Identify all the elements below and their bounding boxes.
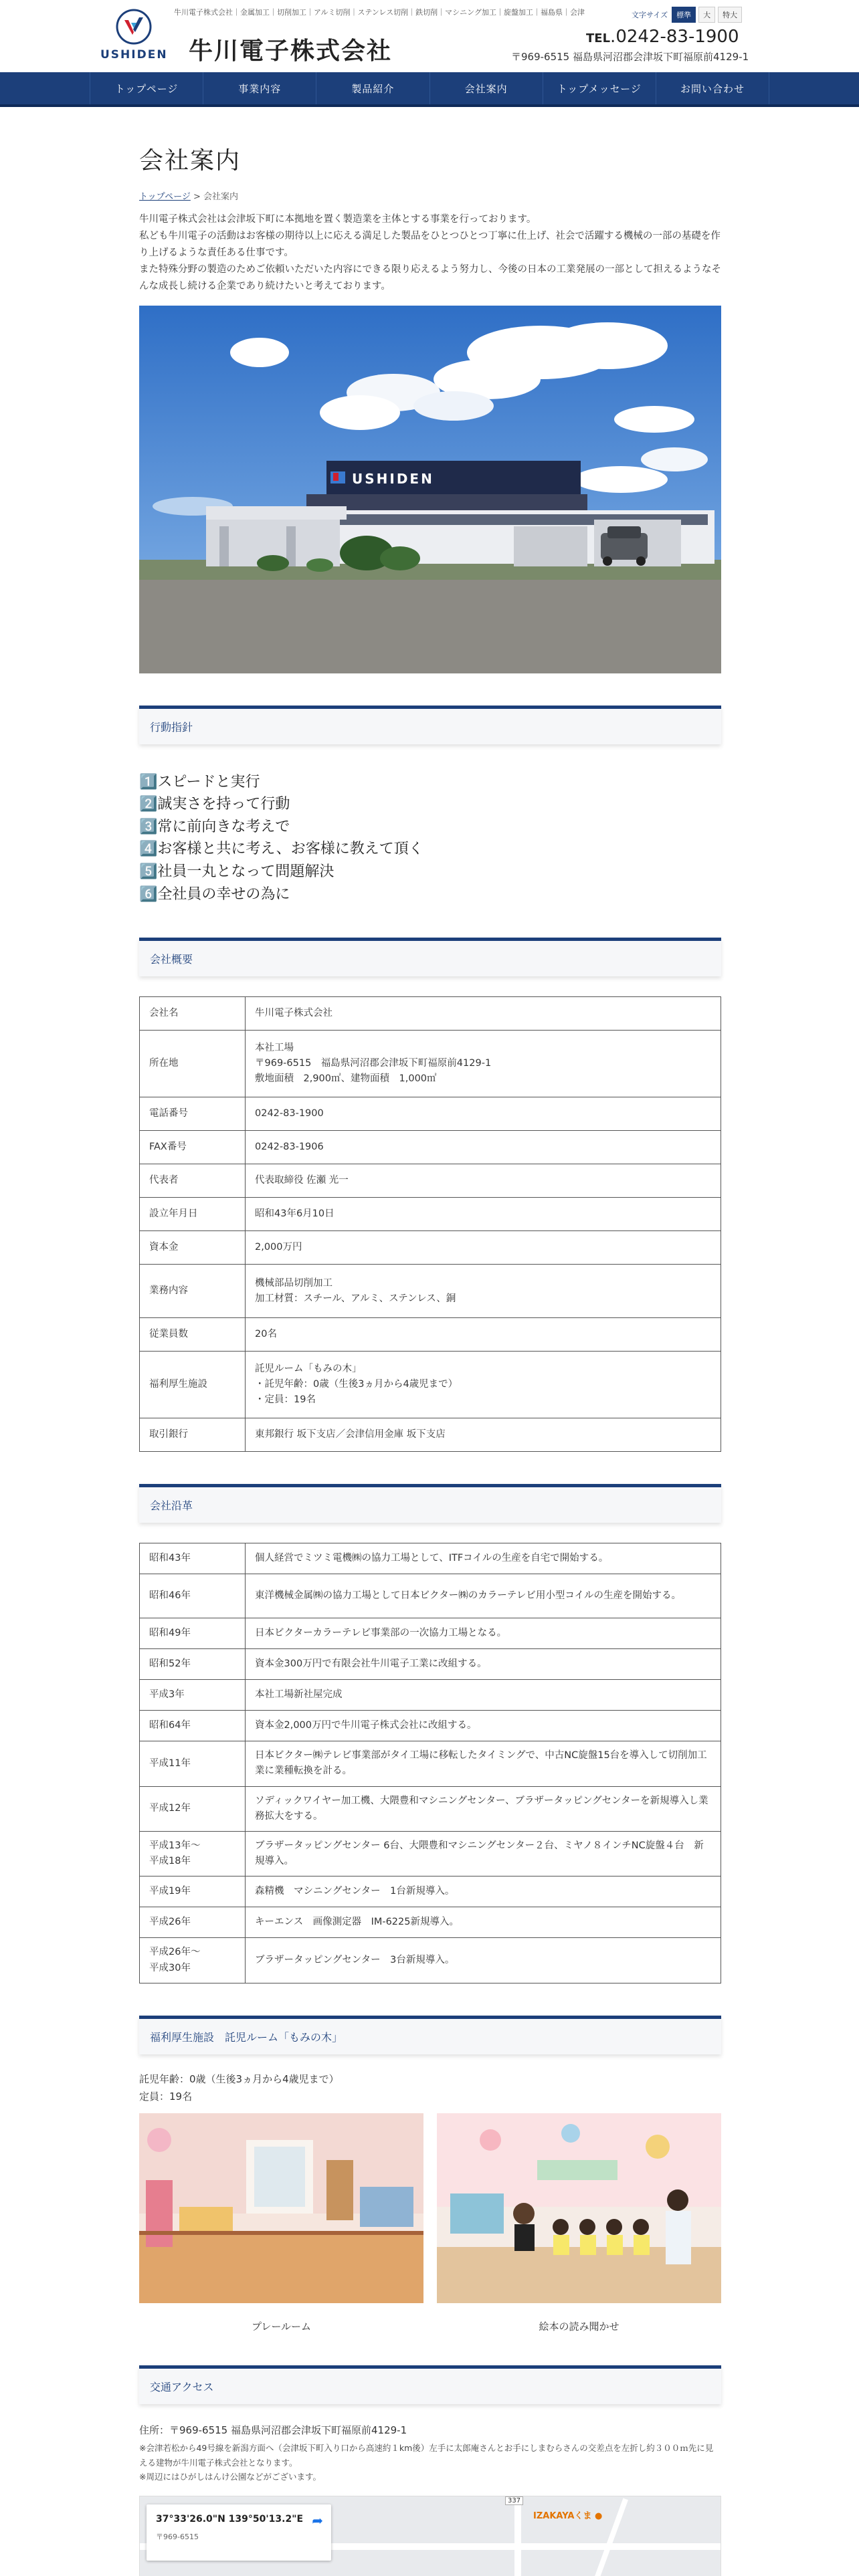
section-heading-overview: 会社概要 [139,938,721,976]
table-row [140,1680,721,1711]
storytime-illustration [437,2113,721,2303]
table-value: 資本金2,000万円で牛川電子株式会社に改組する。 [246,1711,721,1741]
table-key: 平成19年 [140,1876,246,1907]
action-item: 4️⃣お客様と共に考え、お客様に教えて頂く [139,841,423,858]
storytime-photo [437,2113,721,2303]
table-value: 個人経営でミツミ電機㈱の協力工場として、ITFコイルの生産を自宅で開始する。 [246,1543,721,1574]
font-size-normal-button[interactable]: 標準 [672,7,696,23]
breadcrumb-current: 会社案内 [203,192,239,202]
main-content [139,107,721,2576]
table-key: 業務内容 [140,1265,246,1318]
company-overview-table [139,996,721,1452]
directions-icon[interactable]: ➦ [312,2512,323,2529]
building-illustration [139,306,721,673]
table-value: 昭和43年6月10日 [246,1198,721,1231]
table-value: 2,000万円 [246,1231,721,1265]
global-nav [0,72,859,107]
table-value: 日本ビクターカラーテレビ事業部の一次協力工場となる。 [246,1618,721,1649]
welfare-capacity: 定員：19名 [139,2090,193,2103]
photo-caption: 絵本の読み聞かせ [539,2321,619,2333]
table-key: 昭和52年 [140,1649,246,1680]
table-key: 代表者 [140,1164,246,1198]
tel-number: 0242-83-1900 [615,27,739,47]
table-key: 電話番号 [140,1097,246,1131]
table-value: 牛川電子株式会社 [246,997,721,1031]
table-row [140,1711,721,1741]
table-key: 従業員数 [140,1318,246,1352]
intro-line: 私ども牛川電子の活動はお客様の期待以上に応える満足した製品をひとつひとつ丁寧に仕上げ、社会で活躍する機械の一部の基礎を作り上げるような責任ある仕事です。 [139,230,721,258]
font-size-large-button[interactable]: 大 [698,7,715,23]
table-key: 昭和46年 [140,1574,246,1618]
company-intro [139,211,721,295]
table-row [140,1265,721,1318]
table-key: 資本金 [140,1231,246,1265]
table-key: 会社名 [140,997,246,1031]
company-history-table [139,1543,721,1983]
table-value: 本社工場新社屋完成 [246,1680,721,1711]
table-key: FAX番号 [140,1131,246,1164]
table-value: キーエンス 画像測定器 IM-6225新規導入。 [246,1907,721,1938]
map-poi-label [533,2508,602,2521]
tel-dot: . [610,27,616,47]
section-heading-welfare: 福利厚生施設 託児ルーム「もみの木」 [139,2016,721,2054]
table-key: 昭和43年 [140,1543,246,1574]
building-sign: USHIDEN [352,470,434,487]
company-name[interactable]: 牛川電子株式会社 [189,37,393,65]
action-item: 1️⃣スピードと実行 [139,773,260,790]
table-key: 平成26年～ 平成30年 [140,1938,246,1983]
photo-card [139,2113,423,2333]
table-value: 代表取締役 佐瀬 光一 [246,1164,721,1198]
table-key: 福利厚生施設 [140,1352,246,1418]
header-tel[interactable] [586,27,739,47]
logo-wordmark: USHIDEN [100,48,168,62]
table-row [140,1131,721,1164]
site-header [0,0,859,72]
playroom-illustration [139,2113,423,2303]
map-road [514,2496,521,2576]
table-row [140,1198,721,1231]
table-value: 東邦銀行 坂下支店／会津信用金庫 坂下支店 [246,1418,721,1452]
action-item: 6️⃣全社員の幸せの為に [139,885,290,903]
tel-prefix: TEL [586,31,611,45]
section-heading-access: 交通アクセス [139,2365,721,2404]
map-postal: 〒969-6515 [156,2533,199,2541]
welfare-photos [139,2113,721,2333]
photo-card [437,2113,721,2333]
table-value: 資本金300万円で有限会社牛川電子工業に改組する。 [246,1649,721,1680]
table-row [140,1543,721,1574]
table-key: 昭和64年 [140,1711,246,1741]
access-address: 住所：〒969-6515 福島県河沼郡会津坂下町福原前4129-1 [139,2424,407,2437]
action-guidelines [139,771,721,906]
action-item: 3️⃣常に前向きな考えで [139,818,290,835]
table-value: ブラザータッピングセンター 6台、大隈豊和マシニングセンター２台、ミヤノ８インチNC旋盤４台 新規導入。 [246,1832,721,1876]
table-row [140,1031,721,1097]
access-note-line: ※会津若松から49号線を新潟方面へ（会津坂下町入り口から高速約１km後）左手に太郎庵さんとお手にしまむらさんの交差点を左折し約３００ｍ先に見える建物が牛川電子株式会社となります。 [139,2443,714,2468]
table-row [140,1832,721,1876]
access-note [139,2441,721,2484]
intro-line: また特殊分野の製造のためご依頼いただいた内容にできる限り応えるよう努力し、今後の日本の工業発展の一部として担えるようなそんな成長し続ける企業であり続けたいと考えております。 [139,263,721,292]
playroom-photo [139,2113,423,2303]
font-size-xlarge-button[interactable]: 特大 [718,7,742,23]
font-size-switcher [632,7,742,23]
nav-item-top[interactable]: トップページ [90,72,203,104]
table-row [140,1938,721,1983]
table-key: 平成12年 [140,1786,246,1831]
nav-item-business[interactable]: 事業内容 [203,72,316,104]
header-address: 〒969-6515 福島県河沼郡会津坂下町福原前4129-1 [511,51,749,63]
map-poi-icon: ● [594,2511,603,2521]
table-row [140,1318,721,1352]
section-heading-history: 会社沿革 [139,1484,721,1523]
nav-item-company[interactable]: 会社案内 [430,72,543,104]
action-item: 5️⃣社員一丸となって問題解決 [139,863,335,881]
table-row [140,1231,721,1265]
table-value: 20名 [246,1318,721,1352]
font-size-label: 文字サイズ [632,11,668,19]
table-row [140,1876,721,1907]
table-value: ソディックワイヤー加工機、大隈豊和マシニングセンター、ブラザータッピングセンターを新規導入し業務拡大をする。 [246,1786,721,1831]
table-key: 昭和49年 [140,1618,246,1649]
table-key: 平成13年～ 平成18年 [140,1832,246,1876]
access-note-line: ※周辺にはひがしはんけ公園などがございます。 [139,2471,321,2482]
welfare-info [139,2070,721,2106]
table-row [140,1574,721,1618]
table-value: 0242-83-1906 [246,1131,721,1164]
map-route-shield: 337 [505,2496,523,2505]
table-row [140,1352,721,1418]
table-row [140,1164,721,1198]
google-map[interactable] [139,2496,721,2576]
table-row [140,1649,721,1680]
map-info-card [147,2504,331,2561]
table-row [140,1786,721,1831]
table-row [140,1097,721,1131]
table-value: 機械部品切削加工 加工材質：スチール、アルミ、ステンレス、銅 [246,1265,721,1318]
company-building-photo [139,306,721,673]
intro-line: 牛川電子株式会社は会津坂下町に本拠地を置く製造業を主体とする事業を行っております。 [139,214,537,225]
ushiden-logo-icon [115,8,153,45]
table-value: 本社工場 〒969-6515 福島県河沼郡会津坂下町福原前4129-1 敷地面積 2,900㎡、建物面積 1,000㎡ [246,1031,721,1097]
table-key: 平成11年 [140,1741,246,1786]
table-key: 取引銀行 [140,1418,246,1452]
breadcrumb-home-link[interactable]: トップページ [139,192,191,202]
table-value: ブラザータッピングセンター 3台新規導入。 [246,1938,721,1983]
breadcrumb-separator: > [190,192,204,202]
table-key: 設立年月日 [140,1198,246,1231]
action-item: 2️⃣誠実さを持って行動 [139,796,290,813]
table-row [140,1618,721,1649]
company-logo[interactable] [100,7,167,66]
header-tagline: 牛川電子株式会社｜金属加工｜切削加工｜アルミ切削｜ステンレス切削｜鉄切削｜マシニング加工｜旋盤加工｜福島県｜会津 [174,8,585,17]
nav-item-contact[interactable]: お問い合わせ [656,72,769,104]
breadcrumb [139,189,721,202]
nav-item-message[interactable]: トップメッセージ [543,72,656,104]
table-value: 森精機 マシニングセンター 1台新規導入。 [246,1876,721,1907]
page-title: 会社案内 [139,147,242,175]
table-row [140,1418,721,1452]
section-heading-action: 行動指針 [139,706,721,744]
map-poi-name: IZAKAYAくま [533,2511,592,2521]
table-value: 0242-83-1900 [246,1097,721,1131]
photo-caption: プレールーム [251,2321,312,2333]
table-key: 平成3年 [140,1680,246,1711]
table-key: 平成26年 [140,1907,246,1938]
table-value: 託児ルーム「もみの木」 ・託児年齢：0歳（生後3ヵ月から4歳児まで） ・定員：19名 [246,1352,721,1418]
welfare-age: 託児年齢：0歳（生後3ヵ月から4歳児まで） [139,2072,339,2085]
nav-item-products[interactable]: 製品紹介 [316,72,429,104]
table-row [140,997,721,1031]
table-value: 日本ビクター㈱テレビ事業部がタイ工場に移転したタイミングで、中古NC旋盤15台を導入して切削加工業に業種転換を計る。 [246,1741,721,1786]
table-value: 東洋機械金属㈱の協力工場として日本ビクター㈱のカラーテレビ用小型コイルの生産を開始する。 [246,1574,721,1618]
table-key: 所在地 [140,1031,246,1097]
table-row [140,1741,721,1786]
map-coordinates: 37°33'26.0"N 139°50'13.2"E [156,2514,304,2525]
table-row [140,1907,721,1938]
